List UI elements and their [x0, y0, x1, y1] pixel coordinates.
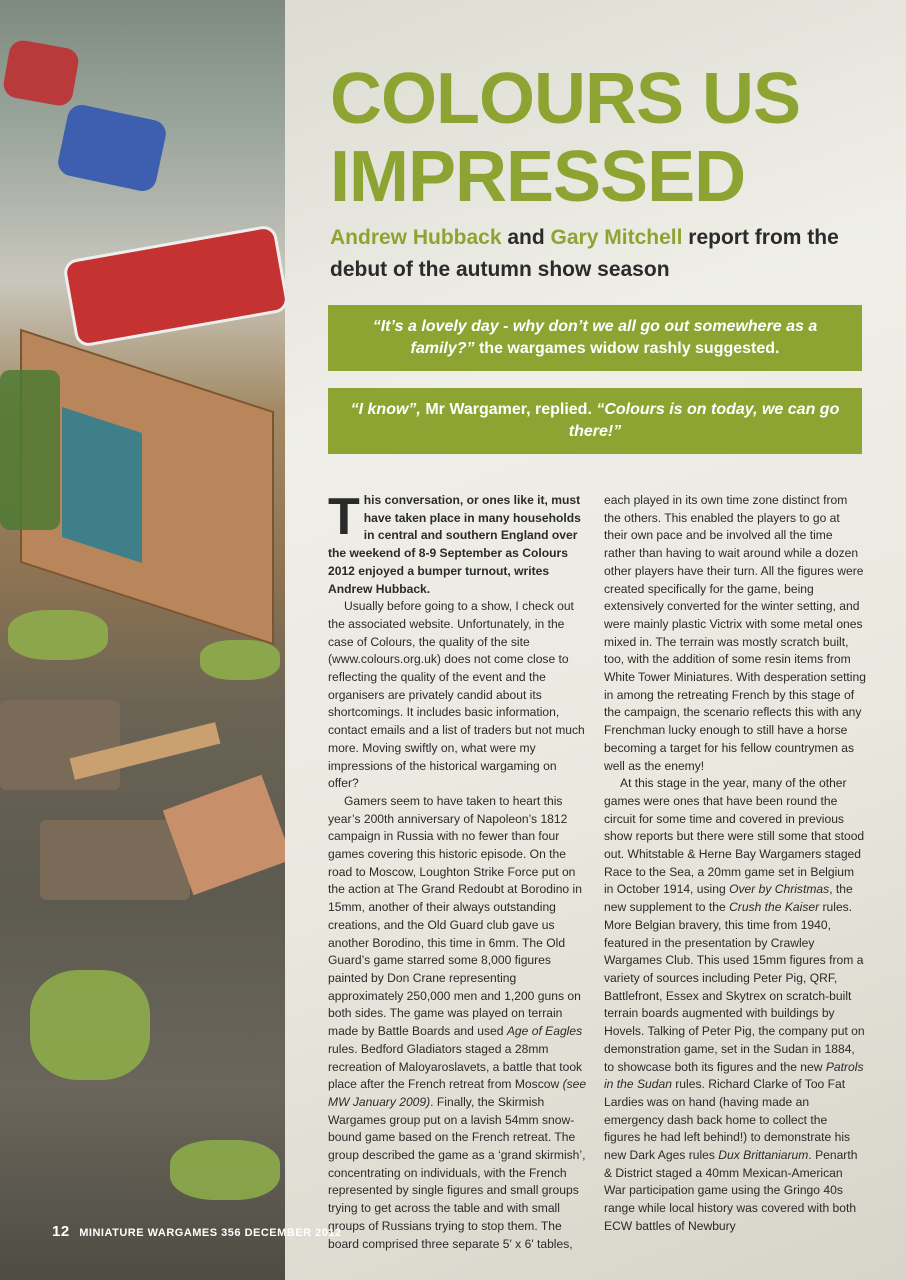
- pull-quote-box: [328, 388, 862, 454]
- grass-tuft: [30, 970, 150, 1080]
- text-run-italic: Dux Brittaniarum: [718, 1148, 809, 1163]
- text-run-italic: Crush the Kaiser: [729, 900, 820, 915]
- author-name: Gary Mitchell: [550, 226, 683, 249]
- rubble-pile: [0, 700, 120, 790]
- author-name: Andrew Hubback: [330, 226, 502, 249]
- standfirst: [330, 222, 890, 286]
- text-run: , the new supplement to the: [604, 882, 853, 915]
- model-car-blue: [56, 102, 169, 193]
- text-run: rules. More Belgian bravery, this time from 1940, featured in the presentation by Crawley Wargames Club. This used 15mm figures from a variety of sources including Peter Pig, QRF, Battlefront, Essex and Skytrex on scratch-built terrain boards augmented with buildings by Hovels. Talking of Peter Pig, the company put on demonstration game, set in the Sudan in 1884, to showcase both its figures and the new: [604, 900, 865, 1074]
- quote-italic: “Colours is on today, we can go there!”: [568, 401, 840, 440]
- quote-plain: Mr Wargamer, replied.: [420, 401, 597, 418]
- lead-paragraph: [328, 488, 590, 598]
- body-paragraph: each played in its own time zone distinct from the others. This enabled the players to go at their own pace and be involved all the time rather than having to wait around while a dozen other players have their turn. All the figures were created specifically for the game, being extensively converted for the winter setting, and were mainly plastic Victrix with some metal ones mixed in. The terrain was mostly scratch built, too, with the addition of some resin items from White Tower Miniatures. With desperation setting in among the retreating French by this stage of the campaign, the scenario reflects this with any Frenchman lucky enough to still have a horse becoming a target for his fellow countrymen as well as the enemy!: [604, 493, 866, 773]
- quote-plain: the wargames widow rashly suggested.: [474, 340, 780, 357]
- hedge: [0, 370, 60, 530]
- text-run: At this stage in the year, many of the other games were ones that have been round the circuit for some time and covered in previous show reports but there were still some that stood out. Whitstable & Herne Bay Wargamers staged Race to the Sea, a 20mm game set in Belgium in October 1914, using: [604, 776, 865, 897]
- body-column-2: [604, 492, 866, 1236]
- text-run: . Finally, the Skirmish Wargames group put on a lavish 54mm snow-bound game based on the French retreat. The group described the game as a ‘grand skirmish’, concentrating on individuals, with the French represented by single figures and small groups trying to get across the table and with small groups of Russians trying to stop them. The board comprised three separate 5' x 6' tables,: [328, 1094, 586, 1251]
- text-run: Gamers seem to have taken to heart this year’s 200th anniversary of Napoleon’s 1812 campaign in Russia with no fewer than four games covering this historic episode. On the road to Moscow, Loughton Strike Force put on the action at The Grand Redoubt at Borodino in 15mm, another of their always outstanding creations, and the Old Guard club gave us another Borodino, this time in 6mm. The Old Guard’s game starred some 8,000 figures painted by Don Crane representing approximately 250,000 men and 1,200 guns on both sides. The game was played on terrain made by Battle Boards and used: [328, 793, 582, 1039]
- page-folio: [52, 1223, 342, 1240]
- text-run-italic: Age of Eagles: [506, 1024, 583, 1039]
- background-photo-terrain: [0, 0, 285, 1280]
- rubble-pile: [40, 820, 190, 900]
- body-paragraph: Usually before going to a show, I check out the associated website. Unfortunately, in the case of Colours, the quality of the site (www.colours.org.uk) does not come close to reflecting the quality of the event and the organisers are privately candid about its shortcomings. It includes basic information, contact emails and a list of traders but not much more. Moving swiftly on, what were my impressions of the historical wargaming on offer?: [328, 599, 585, 791]
- model-car-red-top: [1, 38, 80, 107]
- page-number: 12: [52, 1223, 70, 1240]
- grass-tuft: [200, 640, 280, 680]
- body-column-1: [328, 488, 590, 1253]
- magazine-name: MINIATURE WARGAMES 356: [79, 1227, 242, 1239]
- grass-tuft: [170, 1140, 280, 1200]
- poster-board: [62, 407, 142, 563]
- issue-date: DECEMBER 2012: [244, 1227, 342, 1239]
- article-title: [330, 60, 800, 216]
- drop-cap: T: [328, 488, 360, 546]
- text-run: rules. Richard Clarke of Too Fat Lardies was on hand (having made an emergency dash back home to collect the figures he had left behind!) to demonstrate his new Dark Ages rules: [604, 1077, 851, 1163]
- standfirst-connector: and: [501, 226, 551, 249]
- text-run-italic: Patrols in the Sudan: [604, 1059, 864, 1092]
- model-car-rally: [62, 224, 285, 348]
- text-run: rules. Bedford Gladiators staged a 28mm recreation of Maloyaroslavets, a battle that took place after the French retreat from Moscow: [328, 1041, 583, 1092]
- quote-italic: “It’s a lovely day - why don’t we all go out somewhere as a family?”: [372, 318, 818, 357]
- text-run: . Penarth & District staged a 40mm Mexican-American War participation game using the Gringo 40s range while local history was covered with both ECW battles of Newbury: [604, 1148, 858, 1233]
- pull-quote-text: [348, 316, 842, 360]
- text-run-italic: Over by Christmas: [729, 882, 830, 897]
- title-line-2: IMPRESSED: [330, 137, 746, 217]
- lead-text: his conversation, or ones like it, must have taken place in many households in central and southern England over the weekend of 8-9 September as Colours 2012 enjoyed a bumper turnout, writes Andrew Hubback.: [328, 493, 581, 596]
- quote-italic: “I know”,: [350, 401, 421, 418]
- standfirst-text: report from the debut of the autumn show season: [330, 226, 839, 281]
- pull-quote-text: [348, 399, 842, 443]
- body-paragraph: [604, 775, 866, 1235]
- grass-tuft: [8, 610, 108, 660]
- title-line-1: COLOURS US: [330, 59, 801, 139]
- body-paragraph: [328, 793, 590, 1253]
- text-run-italic: (see MW January 2009): [328, 1077, 587, 1109]
- pull-quote-box: [328, 305, 862, 371]
